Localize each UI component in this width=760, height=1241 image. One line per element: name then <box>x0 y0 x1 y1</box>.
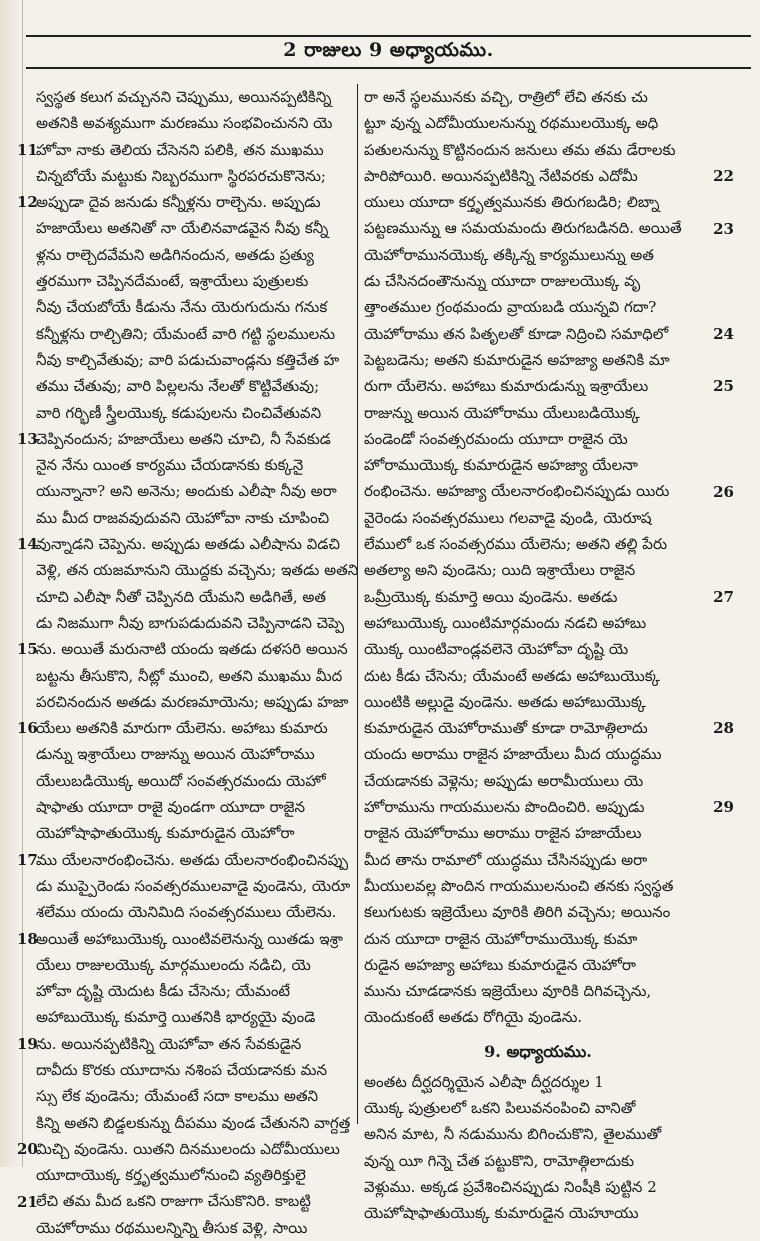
text-line: యులు యూదా కర్తృత్వమునకు తిరుగబడిరి; లిబ్నా <box>364 193 660 212</box>
verse-number: 21 <box>17 1192 38 1211</box>
text-line: ట్టూ వున్న ఎదోమీయులనున్ను రథములయొక్క అధి <box>364 114 659 133</box>
text-line: ను. అయితే మరునాటి యందు ఇతడు దళసరి అయిన <box>36 640 348 659</box>
text-line: శలేము యందు యెనిమిది సంవత్సరములు యేలెను. <box>36 903 337 922</box>
text-line: హోరాముయొక్క కుమారుడైన అహజ్యా యేలనా <box>364 456 638 475</box>
text-line: పతులనున్ను కొట్టినందున జనులు తమ తమ డేరాలకు <box>364 140 676 159</box>
verse-number: 12 <box>17 193 38 212</box>
text-line: కుమారుడైన యెహోరాముతో కూడా రామోత్గిలాదు <box>364 719 648 738</box>
text-line: అనిన మాట, నీ నడుమును బిగించుకొని, తైలముతో <box>364 1125 662 1144</box>
page-binding-edge <box>0 0 23 1167</box>
text-line: పరచినందున అతడు మరణమాయెను; అప్పుడు హజా <box>36 692 349 711</box>
verse-number: 26 <box>713 482 734 501</box>
page-title: 2 రాజులు 9 అధ్యాయము. <box>283 38 494 61</box>
text-line: రంభించెను. అహజ్యా యేలనారంభించినప్పుడు యిరు <box>364 482 670 501</box>
text-line: స్వస్థత కలుగ వచ్చునని చెప్పుము, అయినప్పటికిన్ని <box>36 88 332 106</box>
text-line: స్సు లేక వుండెను; యేమంటే సదా కాలము అతని <box>36 1087 319 1106</box>
text-line: ళ్లను రాల్చెదవేమని అడిగినందున, అతడు ప్రత్యు <box>36 245 314 264</box>
text-line: డు నిజముగా నీవు బాగుపడుదువని చెప్పినాడని చెప్పె <box>36 613 345 632</box>
text-line: రుగా యేలెను. అహాబు కుమారుడున్ను ఇశ్రాయేలు <box>364 377 649 396</box>
text-line: దావీదు కొరకు యూదాను నశింప చేయడానకు మన <box>36 1060 328 1079</box>
verse-number: 25 <box>713 377 734 396</box>
text-line: పట్టణమున్ను ఆ సమయమందు తిరుగబడినది. అయితే <box>364 219 682 238</box>
text-line: వైరెండు సంవత్సరములు గలవాడై వుండి, యెరూష <box>364 508 652 527</box>
text-line: దున యూదా రాజైన యెహోరాముయొక్క కుమా <box>364 929 638 948</box>
text-line: పండెండో సంవత్సరమందు యూదా రాజైన యె <box>364 429 628 448</box>
text-line: హోరామును గాయములను పొందించిరి. అప్పుడు <box>364 798 645 817</box>
text-line: అతనికి అవశ్యముగా మరణము సంభవించునని యె <box>36 114 333 133</box>
text-line: ను. అయినప్పటికిన్ని యెహోవా తన సేవకుడైన <box>36 1034 302 1053</box>
text-line: మీద తాను రామాలో యుద్ధము చేసినప్పుడు అరా <box>364 850 648 869</box>
text-line: పారిపోయిరి. అయినప్పటికిన్ని నేటివరకు ఎదోమీ <box>364 166 638 185</box>
text-line: యేలు రాజులయొక్క మార్గములందు నడిచి, యె <box>36 955 311 974</box>
text-line: మీయులవల్ల పొందిన గాయములనుంచి తనకు స్వస్థత <box>364 876 674 895</box>
verse-number: 20 <box>17 1140 38 1158</box>
text-line: యెహోరాము తన పితృలతో కూడా నిద్రించి సమాధిలో <box>364 324 669 343</box>
verse-number: 27 <box>713 587 734 606</box>
text-line: నీవు కాల్చివేతువు; వారి పడుచువాండ్లను కత్తిచేత హ <box>36 350 340 369</box>
text-line: త్తరముగా చెప్పినదేమంటే, ఇశ్రాయేలు పుత్రులకు <box>36 272 309 291</box>
text-line: డున్ను ఇశ్రాయేలు రాజున్ను అయిన యెహోరాము <box>36 745 315 764</box>
text-line: ము యేలనారంభించెను. అతడు యేలనారంభించినప్పు <box>36 850 349 869</box>
text-line: వున్న యీ గిన్నె చేత పట్టుకొని, రామోత్గిలాదుకు <box>364 1151 635 1170</box>
verse-number: 28 <box>713 719 734 738</box>
text-line: రాజున్ను అయిన యెహోరాము యేలుబడియొక్క <box>364 403 640 422</box>
text-line: చూచి ఎలీషా నీతో చెప్పినది యేమని అడిగితే, అత <box>36 587 327 606</box>
chapter-heading: 9. అధ్యాయము. <box>484 1041 592 1061</box>
text-line: లేములో ఒక సంవత్సరము యేలెను; అతని తల్లి పేరు <box>364 535 668 554</box>
text-line: కిన్ని అతని బిడ్డలకున్ను దీపము వుండ చేతునని వాగ్దత్త <box>36 1113 351 1132</box>
text-line: వారి గర్భిణీ స్త్రీలయొక్క కడుపులను చించివేతువని <box>36 403 322 422</box>
text-line: మును చూడడానకు ఇజ్రెయేలు వూరికి దిగివచ్చెను, <box>364 982 652 1001</box>
text-line: యొక్క యింటివాండ్లవలెనె యెహోవా దృష్టి యె <box>364 640 629 659</box>
right-text-column <box>364 84 712 1226</box>
text-line: యూదాయొక్క కర్తృత్వములోనుంచి వ్యతిరిక్తులై <box>36 1166 306 1185</box>
text-line: హోవా నాకు తెలియ చేసెనని పలికి, తన ముఖము <box>36 140 324 159</box>
verse-number: 19 <box>17 1034 38 1053</box>
text-line: వున్నాడని చెప్పెను. అప్పుడు అతడు ఎలీషాను విడచి <box>36 535 340 554</box>
text-line: నైన నేను యింత కార్యము చేయడానకు కుక్కనై <box>36 456 304 475</box>
verse-number: 14 <box>17 535 38 554</box>
text-line: చేయడానకు వెళ్లెను; అప్పుడు అరామీయులు యె <box>364 771 644 790</box>
text-line: యొక్క పుత్రులలో ఒకని పిలువనంపించి వానితో <box>364 1098 636 1117</box>
text-line: తము చేతువు; వారి పిల్లలను నేలతో కొట్టివేతువు; <box>36 377 320 396</box>
verse-number: 15 <box>17 640 38 659</box>
text-line: యేలుబడియొక్క అయిదో సంవత్సరమందు యెహో <box>36 771 326 790</box>
text-line: అంతట దీర్ఘదర్శియైన ఎలీషా దీర్ఘదర్శుల 1 <box>364 1072 604 1091</box>
verse-number: 18 <box>17 929 38 948</box>
text-line: యెహోరామునయొక్క తక్కిన్న కార్యములున్ను అత <box>364 245 654 264</box>
left-text-column <box>36 84 370 1241</box>
text-line: హోవా దృష్టి యెదుట కీడు చేసెను; యేమంటే <box>36 982 291 1001</box>
text-line: షాఫాతు యూదా రాజై వుండగా యూదా రాజైన <box>36 798 306 817</box>
text-line: డు చేసినదంతౌనున్ను యూదా రాజులయొక్క వృ <box>364 272 641 291</box>
verse-number: 13 <box>17 429 38 448</box>
verse-number: 16 <box>17 719 38 738</box>
text-line: రాజైన యెహోరాము అరాము రాజైన హజాయేలు <box>364 824 642 843</box>
text-line: వెళ్లి, తన యజమానుని యొద్దకు వచ్చెను; ఇతడు అతని <box>36 561 359 580</box>
text-line: పెట్టబడెను; అతని కుమారుడైన అహజ్యా అతనికి మా <box>364 350 670 369</box>
column-divider <box>357 84 358 1124</box>
verse-number: 17 <box>17 850 38 869</box>
text-line: యెహోరాము రథములన్నిన్ని తీసుక వెళ్లి, సాయి <box>36 1218 308 1237</box>
text-line: యెహోషాఫాతుయొక్క కుమారుడైన యెహోరా <box>36 824 295 843</box>
text-line: కలుగుటకు ఇజ్రెయేలు వూరికి తిరిగి వచ్చెను; అయినం <box>364 903 671 922</box>
text-line: ము మీద రాజవవుదువని యెహోవా నాకు చూపించి <box>36 508 330 527</box>
text-line: దుట కీడు చేసెను; యేమంటే అతడు అహాబుయొక్క <box>364 666 660 685</box>
text-line: యున్నానా? అని అనెను; అందుకు ఎలీషా నీవు అరా <box>36 482 337 501</box>
text-line: యేలు అతనికి మారుగా యేలెను. అహాబు కుమారు <box>36 719 328 738</box>
text-line: డు ముప్పైరెండు సంవత్సరములవాడై వుండెను, యెరూ <box>36 876 351 895</box>
text-line: అప్పుడా దైవ జనుడు కన్నీళ్లను రాల్చెను. అప్పుడు <box>36 193 321 212</box>
text-line: త్తాంతముల గ్రంథమందు వ్రాయబడి యున్నవి గదా? <box>364 298 657 317</box>
text-line: మిచ్చి వుండెను. యితని దినములందు ఎదోమీయులు <box>36 1139 340 1158</box>
text-line: లేచి తమ మీద ఒకని రాజుగా చేసుకొనిరి. కాబట్టి <box>36 1192 311 1211</box>
verse-number: 24 <box>713 324 734 343</box>
text-line: అహాబుయొక్క కుమార్తె యితనికి భార్యయై వుండె <box>36 1008 316 1027</box>
text-line: చెప్పినందున; హజాయేలు అతని చూచి, నీ సేవకుడ <box>36 429 331 448</box>
text-line: అయితే అహాబుయొక్క యింటివలెనున్న యితడు ఇశ్రా <box>36 929 343 948</box>
text-line: యందు అరాము రాజైన హజాయేలు మీద యుద్ధము <box>364 745 662 764</box>
text-line: వెళ్లుము. అక్కడ ప్రవేశించినప్పుడు నింషీకి పుట్టిన 2 <box>364 1177 657 1196</box>
text-line: బట్టను తీసుకొని, నీట్లో ముంచి, అతని ముఖము మీద <box>36 666 343 685</box>
text-line: అహాబుయొక్క యింటిమార్గమందు నడచి అహాబు <box>364 613 647 632</box>
text-line: యింటికి అల్లుడై వుండెను. అతడు అహాబుయొక్క <box>364 692 646 711</box>
text-line: రా అనే స్థలమునకు వచ్చి, రాత్రిలో లేచి తనకు చు <box>364 88 648 106</box>
text-line: హజాయేలు అతనితో నా యేలినవాడవైన నీవు కన్నీ <box>36 219 329 238</box>
text-line: యెహోషాఫాతుయొక్క కుమారుడైన యెహూయు <box>364 1204 639 1223</box>
text-line: కన్నీళ్లను రాల్చితిని; యేమంటే వారి గట్టి స్థలములను <box>36 324 336 343</box>
text-line: చిన్నబోయే మట్టుకు నిబ్బరముగా స్థిరపరచుకొనెను; <box>36 166 326 185</box>
verse-number: 11 <box>17 140 38 159</box>
text-line: రుడైన అహజ్యా అహాబు కుమారుడైన యెహోరా <box>364 955 636 974</box>
text-line: యెందుకంటే అతడు రోగియై వుండెను. <box>364 1008 583 1027</box>
text-line: అతల్యా అని వుండెను; యిది ఇశ్రాయేలు రాజైన <box>364 561 636 580</box>
verse-number: 23 <box>713 219 734 238</box>
text-line: ఒమ్రీయొక్క కుమార్తె అయి వుండెను. అతడు <box>364 587 618 606</box>
verse-number: 22 <box>713 166 734 185</box>
page-header <box>26 35 751 69</box>
verse-number: 29 <box>713 798 734 817</box>
text-line: నీవు చేయబోయే కీడును నేను యెరుగుదును గనుక <box>36 298 328 317</box>
